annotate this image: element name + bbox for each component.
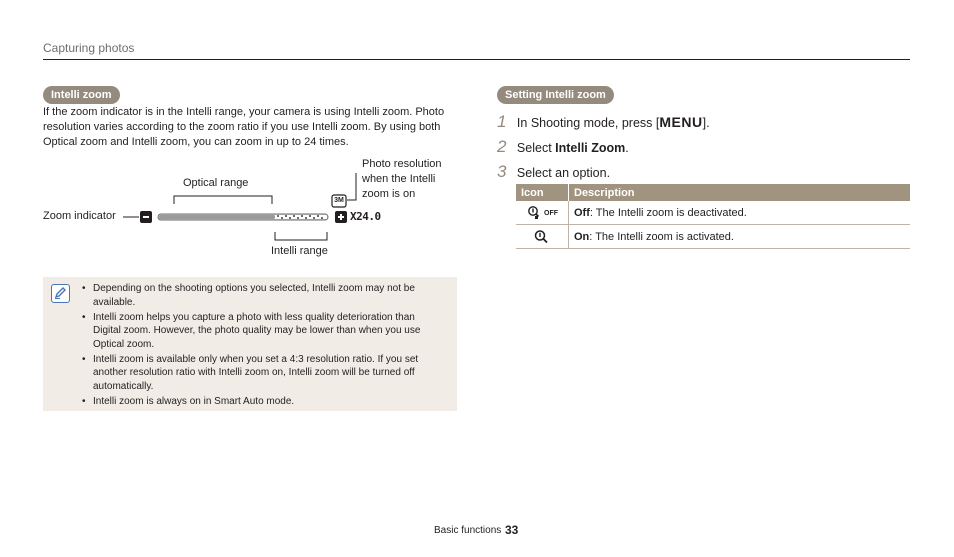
note-item: • Intelli zoom is always on in Smart Auto mode.	[81, 395, 441, 409]
note-item: • Depending on the shooting options you selected, Intelli zoom may not be available.	[81, 282, 441, 309]
step-3	[497, 162, 610, 182]
intelli-range-label: Intelli range	[271, 245, 328, 257]
step-2-post: .	[625, 141, 629, 155]
intelli-zoom-off-icon	[516, 201, 569, 225]
intelli-range-bracket	[275, 232, 327, 240]
intelli-zoom-section-label	[43, 85, 120, 104]
note-box	[43, 277, 457, 411]
setting-intelli-zoom-section-label	[497, 85, 614, 104]
table-row	[516, 225, 910, 249]
table-cell-description	[569, 201, 911, 225]
step-2	[497, 137, 629, 157]
photo-resolution-label-3: zoom is on	[362, 188, 416, 200]
note-list	[81, 282, 441, 410]
photo-resolution-leader	[347, 173, 356, 200]
step-1	[497, 112, 710, 132]
table-cell-description	[569, 225, 911, 249]
zoom-ratio-readout: X24.0	[350, 210, 381, 223]
table-header-row	[516, 184, 910, 201]
footer-section-label: Basic functions	[434, 525, 502, 536]
photo-resolution-label-1: Photo resolution	[362, 158, 442, 170]
note-item: • Intelli zoom is available only when you set a 4:3 resolution ratio. If you set another resolution ratio with Intelli zoom on, Intelli zoom will be turned off automatically.	[81, 353, 441, 394]
step-2-bold: Intelli Zoom	[555, 141, 626, 155]
resolution-badge-text: 3M	[334, 197, 344, 204]
photo-resolution-label-2: when the Intelli	[362, 173, 436, 185]
table-header-icon: Icon	[516, 184, 569, 201]
step-1-pre: In Shooting mode, press [	[516, 116, 660, 130]
step-number: 1	[497, 112, 507, 131]
zoom-bar-optical-fill	[159, 215, 275, 219]
option-term: On	[574, 230, 590, 243]
optical-range-label: Optical range	[183, 177, 249, 189]
header-divider	[43, 59, 910, 60]
step-number: 2	[497, 137, 507, 156]
zoom-diagram	[43, 160, 463, 265]
table-row	[516, 201, 910, 225]
section-pill: Setting Intelli zoom	[497, 86, 614, 104]
step-1-text	[517, 116, 710, 130]
menu-key-icon: MENU	[659, 114, 703, 130]
page-number: 33	[505, 523, 519, 537]
option-term: Off	[574, 206, 590, 219]
zoom-indicator-label: Zoom indicator	[43, 210, 116, 222]
intro-paragraph: If the zoom indicator is in the Intelli range, your camera is using Intelli zoom. Photo resolution varies according to the zoom ratio if you use Intelli zoom. By using both Optical zoom and Intelli zoom, you can zoom in up to 24 times.	[43, 106, 445, 148]
note-item: • Intelli zoom helps you capture a photo with less quality deterioration than Digital zoom. However, the photo quality may be lower than when you use Optical zoom.	[81, 311, 441, 352]
option-desc: : The Intelli zoom is deactivated.	[589, 206, 747, 219]
step-number: 3	[497, 162, 507, 181]
option-desc: : The Intelli zoom is activated.	[589, 230, 734, 243]
table-header-description: Description	[569, 184, 911, 201]
step-2-pre: Select	[516, 141, 556, 155]
intelli-zoom-options-table	[516, 184, 910, 249]
intelli-zoom-on-icon	[516, 225, 569, 249]
page-header-title: Capturing photos	[43, 41, 135, 55]
step-2-text	[517, 141, 629, 155]
section-pill: Intelli zoom	[43, 86, 120, 104]
optical-range-bracket	[174, 196, 272, 204]
step-1-post: ].	[702, 116, 710, 130]
step-3-text: Select an option.	[516, 166, 611, 180]
off-icon-subscript: OFF	[544, 210, 558, 218]
note-pencil-icon	[51, 284, 70, 303]
